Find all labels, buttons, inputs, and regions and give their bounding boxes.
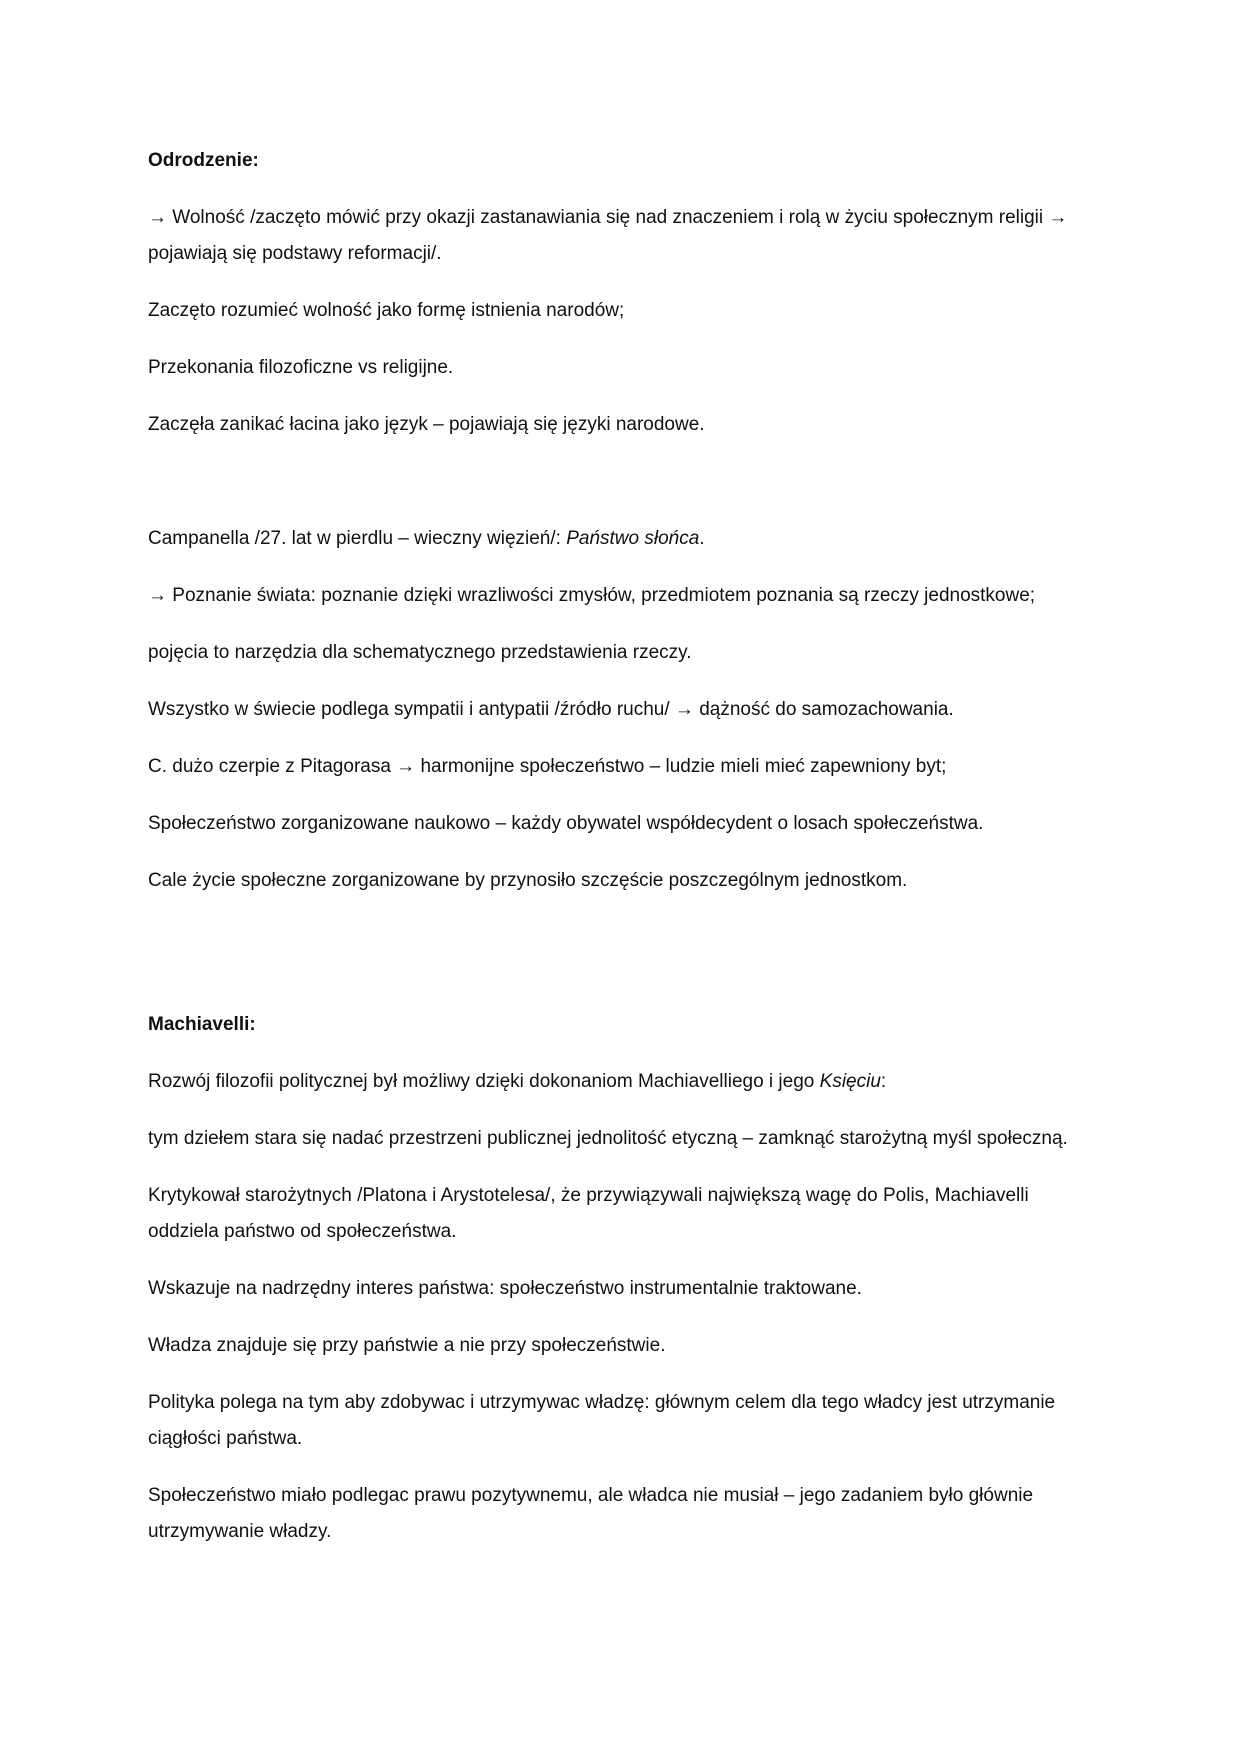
paragraph: Krytykował starożytnych /Platona i Arystotelesa/, że przywiązywali największą wagę do Polis, Machiavelli oddziela państwo od społeczeństwa. xyxy=(148,1185,1029,1242)
paragraph: → Poznanie świata: poznanie dzięki wrazliwości zmysłów, przedmiotem poznania są rzeczy jednostkowe; xyxy=(148,585,1036,606)
intro-text: Rozwój filozofii politycznej był możliwy dzięki dokonaniom Machiavelliego i jego xyxy=(148,1071,820,1092)
paragraph: Społeczeństwo miało podlegac prawu pozytywnemu, ale władca nie musiał – jego zadaniem było głównie utrzymywanie władzy. xyxy=(148,1485,1034,1542)
section-heading: Machiavelli: xyxy=(148,1014,256,1035)
section-heading: Odrodzenie: xyxy=(148,150,259,171)
book-title: Księciu xyxy=(819,1071,881,1092)
paragraph: tym dziełem stara się nadać przestrzeni publicznej jednolitość etyczną – zamknąć starożytną myśl społeczną. xyxy=(148,1128,1068,1149)
section-machiavelli xyxy=(148,1010,1088,1571)
paragraph: Zaczęto rozumieć wolność jako formę istnienia narodów; xyxy=(148,300,625,321)
paragraph: Społeczeństwo zorganizowane naukowo – każdy obywatel współdecydent o losach społeczeństwa. xyxy=(148,813,984,834)
paragraph: pojęcia to narzędzia dla schematycznego przedstawienia rzeczy. xyxy=(148,642,692,663)
intro-paragraph xyxy=(148,1064,1088,1100)
paragraph: Przekonania filozoficzne vs religijne. xyxy=(148,357,454,378)
book-title: Państwo słońca xyxy=(566,528,700,549)
paragraph: Zaczęła zanikać łacina jako język – pojawiają się języki narodowe. xyxy=(148,414,705,435)
section-odrodzenie xyxy=(148,146,1088,464)
intro-punctuation: . xyxy=(699,528,705,549)
intro-text: Campanella /27. lat w pierdlu – wieczny więzień/: xyxy=(148,528,567,549)
paragraph: Polityka polega na tym aby zdobywac i utrzymywac władzę: głównym celem dla tego władcy jest utrzymanie ciągłości państwa. xyxy=(148,1392,1056,1449)
section-campanella xyxy=(148,521,1088,920)
paragraph: C. dużo czerpie z Pitagorasa → harmonijne społeczeństwo – ludzie mieli mieć zapewniony byt; xyxy=(148,756,947,777)
intro-punctuation: : xyxy=(880,1071,887,1092)
paragraph: Cale życie społeczne zorganizowane by przynosiło szczęście poszczególnym jednostkom. xyxy=(148,870,908,891)
paragraph: → Wolność /zaczęto mówić przy okazji zastanawiania się nad znaczeniem i rolą w życiu społecznym religii → pojawiają się podstawy reformacji/. xyxy=(148,207,1068,264)
paragraph: Wskazuje na nadrzędny interes państwa: społeczeństwo instrumentalnie traktowane. xyxy=(148,1278,862,1299)
paragraph: Władza znajduje się przy państwie a nie przy społeczeństwie. xyxy=(148,1335,666,1356)
intro-paragraph xyxy=(148,521,1088,557)
paragraph: Wszystko w świecie podlega sympatii i antypatii /źródło ruchu/ → dążność do samozachowania. xyxy=(148,699,954,720)
